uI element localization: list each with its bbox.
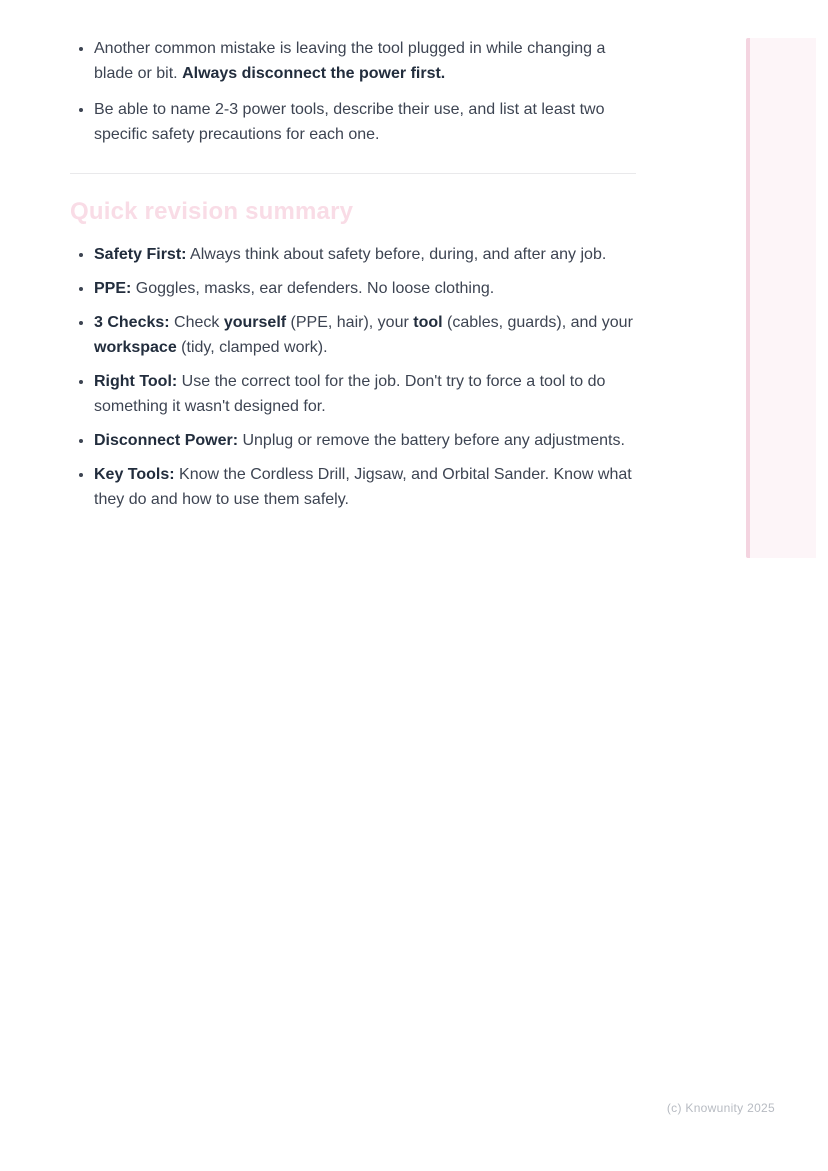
list-item: • Safety First: Always think about safety before, during, and after any job. [94,242,636,267]
section-heading: Quick revision summary [70,198,354,225]
list-item: • Right Tool: Use the correct tool for the job. Don't try to force a tool to do something it wasn't designed for. [94,369,636,419]
notes-bullet-list [70,36,636,147]
section-divider [70,173,636,174]
copyright-footer: (c) Knowunity 2025 [666,1101,775,1115]
list-item: • Be able to name 2-3 power tools, describe their use, and list at least two specific safety precautions for each one. [94,97,636,147]
content-area [70,36,636,521]
list-item: • PPE: Goggles, masks, ear defenders. No loose clothing. [94,276,636,301]
page-edge-decoration [746,38,816,558]
summary-bullet-list [70,242,636,512]
list-item: • Key Tools: Know the Cordless Drill, Jigsaw, and Orbital Sander. Know what they do and how to use them safely. [94,462,636,512]
list-item: • 3 Checks: Check yourself (PPE, hair), your tool (cables, guards), and your workspace (tidy, clamped work). [94,310,636,360]
list-item: • Disconnect Power: Unplug or remove the battery before any adjustments. [94,428,636,453]
list-item: • Another common mistake is leaving the tool plugged in while changing a blade or bit. Always disconnect the power first. [94,36,636,86]
